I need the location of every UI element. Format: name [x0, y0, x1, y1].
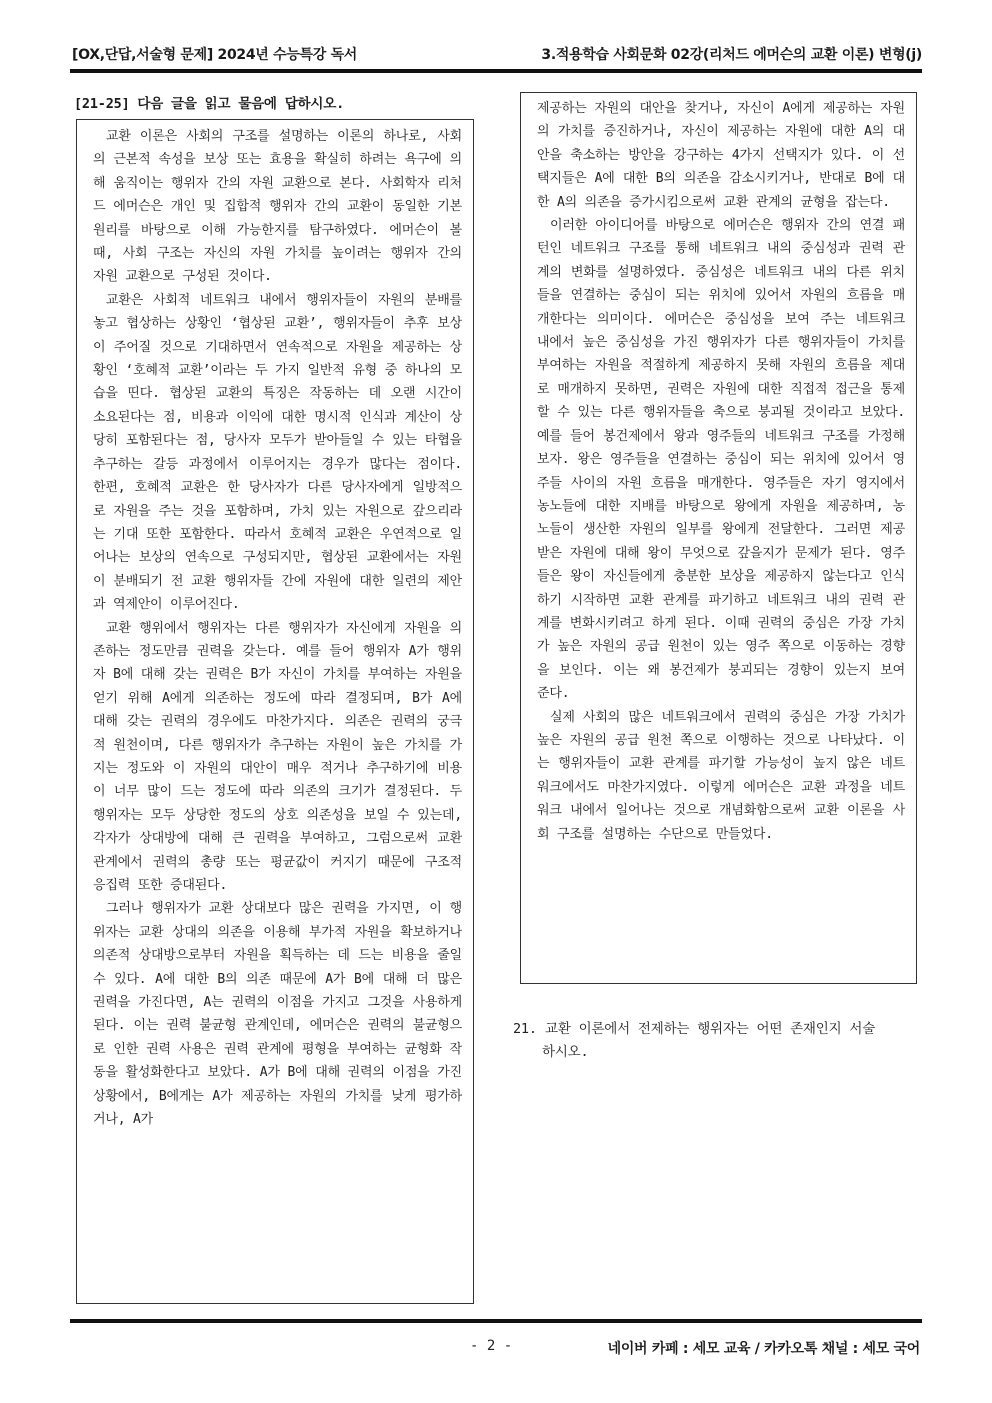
passage-paragraph: 교환은 사회적 네트워크 내에서 행위자들이 자원의 분배를 놓고 협상하는 상황인 ‘협상된 교환’, 행위자들이 추후 보상이 주어질 것으로 기대하면서 연속적으로 자원을 제공하는 상황인 ‘호혜적 교환’이라는 두 가지 일반적 유형 중 하나의 모습을 띤다. 협상된 교환의 특징은 작동하는 데 오랜 시간이 소요된다는 점, 비용과 이익에 대한 명시적 인식과 계산이 상당히 포함된다는 점, 당사자 모두가 받아들일 수 있는 타협을 추구하는 갈등 과정에서 이루어지는 경우가 많다는 점이다. 한편, 호혜적 교환은 한 당사자가 다른 당사자에게 일방적으로 자원을 주는 것을 포함하며, 가치 있는 자원으로 갚으리라는 기대 또한 포함한다. 따라서 호혜적 교환은 우연적으로 일어나는 보상의 연속으로 구성되지만, 협상된 교환에서는 자원이 분배되기 전 교환 행위자들 간에 자원에 대한 일련의 제안과 역제안이 이루어진다.	[93, 292, 462, 613]
passage-paragraph: 교환 이론은 사회의 구조를 설명하는 이론의 하나로, 사회의 근본적 속성을 보상 또는 효용을 확실히 하려는 욕구에 의해 움직이는 행위자 간의 자원 교환으로 본다. 사회학자 리처드 에머슨은 개인 및 집합적 행위자 간의 교환이 동일한 기본 원리를 바탕으로 이해 가능한지를 탐구하였다. 에머슨이 볼 때, 사회 구조는 자신의 자원 가치를 높이려는 행위자 간의 자원 교환으로 구성된 것이다.	[93, 129, 462, 285]
passage-paragraph: 그러나 행위자가 교환 상대보다 많은 권력을 가지면, 이 행위자는 교환 상대의 의존을 이용해 부가적 자원을 확보하거나 의존적 상대방으로부터 자원을 획득하는 데 드는 비용을 줄일 수 있다. A에 대한 B의 의존 때문에 A가 B에 대해 더 많은 권력을 가진다면, A는 권력의 이점을 가지고 그것을 사용하게 된다. 이는 권력 불균형 관계인데, 에머슨은 권력의 불균형으로 인한 권력 사용은 권력 관계에 평형을 부여하는 균형화 작동을 활성화한다고 보았다. A가 B에 대해 권력의 이점을 가진 상황에서, B에게는 A가 제공하는 자원의 가치를 낮게 평가하거나, A가	[93, 901, 462, 1128]
passage-paragraph: 이러한 아이디어를 바탕으로 에머슨은 행위자 간의 연결 패턴인 네트워크 구조를 통해 네트워크 내의 중심성과 권력 관계의 변화를 설명하였다. 중심성은 네트워크 내의 다른 위치들을 연결하는 중심이 되는 위치에 있어서 자원의 흐름을 매개한다는 의미이다. 에머슨은 중심성을 보여 주는 네트워크 내에서 높은 중심성을 가진 행위자가 다른 행위자들이 가치를 부여하는 자원을 적절하게 제공하지 못해 자원의 흐름을 제대로 매개하지 못하면, 권력은 자원에 대한 직접적 접근을 통제할 수 있는 다른 행위자들을 축으로 붕괴될 것이라고 보았다. 예를 들어 봉건제에서 왕과 영주들의 네트워크 구조를 가정해 보자. 왕은 영주들을 연결하는 중심이 되는 위치에 있어서 영주들 사이의 자원 흐름을 매개한다. 영주들은 자기 영지에서 농노들에 대한 지배를 바탕으로 왕에게 자원을 제공하며, 농노들이 생산한 자원의 일부를 왕에게 전달한다. 그러면 제공받은 자원에 대해 왕이 무엇으로 갚을지가 문제가 된다. 영주들은 왕이 자신들에게 충분한 보상을 제공하지 않는다고 인식하기 시작하면 교환 관계를 파기하고 네트워크 내의 권력 관계를 변화시키려고 하게 된다. 이때 권력의 중심은 가장 가치가 높은 자원의 공급 원천이 있는 영주 쪽으로 이동하는 경향을 보인다. 이는 왜 봉건제가 붕괴되는 경향이 있는지 보여 준다.	[537, 218, 905, 702]
page-number: - 2 -	[470, 1338, 513, 1354]
question-text-line2: 하시오.	[542, 1044, 589, 1060]
passage-instruction: [21-25] 다음 글을 읽고 물음에 답하시오.	[74, 96, 344, 112]
footer-channel-info: 네이버 카페 : 세모 교육 / 카카오톡 채널 : 세모 국어	[607, 1341, 920, 1357]
passage-paragraph: 제공하는 자원의 대안을 찾거나, 자신이 A에게 제공하는 자원의 가치를 증진하거나, 자신이 제공하는 자원에 대한 A의 대안을 축소하는 방안을 강구하는 4가지 선택지가 있다. 이 선택지들은 A에 대한 B의 의존을 감소시키거나, 반대로 B에 대한 A의 의존을 증가시킴으로써 교환 관계의 균형을 잡는다.	[537, 101, 905, 210]
question-21	[513, 1018, 923, 1064]
header-right-title: 3.적용학습 사회문화 02강(리처드 에머슨의 교환 이론) 변형(j)	[541, 47, 922, 63]
header-divider	[70, 69, 922, 73]
passage-paragraph: 교환 행위에서 행위자는 다른 행위자가 자신에게 자원을 의존하는 정도만큼 권력을 갖는다. 예를 들어 행위자 A가 행위자 B에 대해 갖는 권력은 B가 자신이 가치를 부여하는 자원을 얻기 위해 A에게 의존하는 정도에 따라 결정되며, B가 A에 대해 갖는 권력의 경우에도 마찬가지다. 의존은 권력의 궁극적 원천이며, 다른 행위자가 추구하는 자원이 높은 가치를 가지는 정도와 이 자원의 대안이 매우 적거나 추구하기에 비용이 너무 많이 드는 정도에 따라 의존의 크기가 결정된다. 두 행위자는 모두 상당한 정도의 상호 의존성을 보일 수 있는데, 각자가 상대방에 대해 큰 권력을 부여하고, 그럼으로써 교환 관계에서 권력의 총량 또는 평균값이 커지기 때문에 구조적 응집력 또한 증대된다.	[93, 620, 462, 893]
passage-box-left	[76, 119, 474, 1304]
question-number: 21.	[513, 1021, 537, 1037]
question-text-line1: 교환 이론에서 전제하는 행위자는 어떤 존재인지 서술	[545, 1021, 876, 1037]
passage-paragraph: 실제 사회의 많은 네트워크에서 권력의 중심은 가장 가치가 높은 자원의 공급 원천 쪽으로 이행하는 것으로 나타났다. 이는 행위자들이 교환 관계를 파기할 가능성이 높지 않은 네트워크에서도 마찬가지였다. 이렇게 에머슨은 교환 과정을 네트워크 내에서 일어나는 것으로 개념화함으로써 교환 이론을 사회 구조를 설명하는 수단으로 만들었다.	[537, 709, 905, 842]
header-left-title: [OX,단답,서술형 문제] 2024년 수능특강 독서	[72, 47, 358, 63]
footer-divider	[70, 1319, 922, 1323]
passage-box-right	[520, 92, 917, 984]
